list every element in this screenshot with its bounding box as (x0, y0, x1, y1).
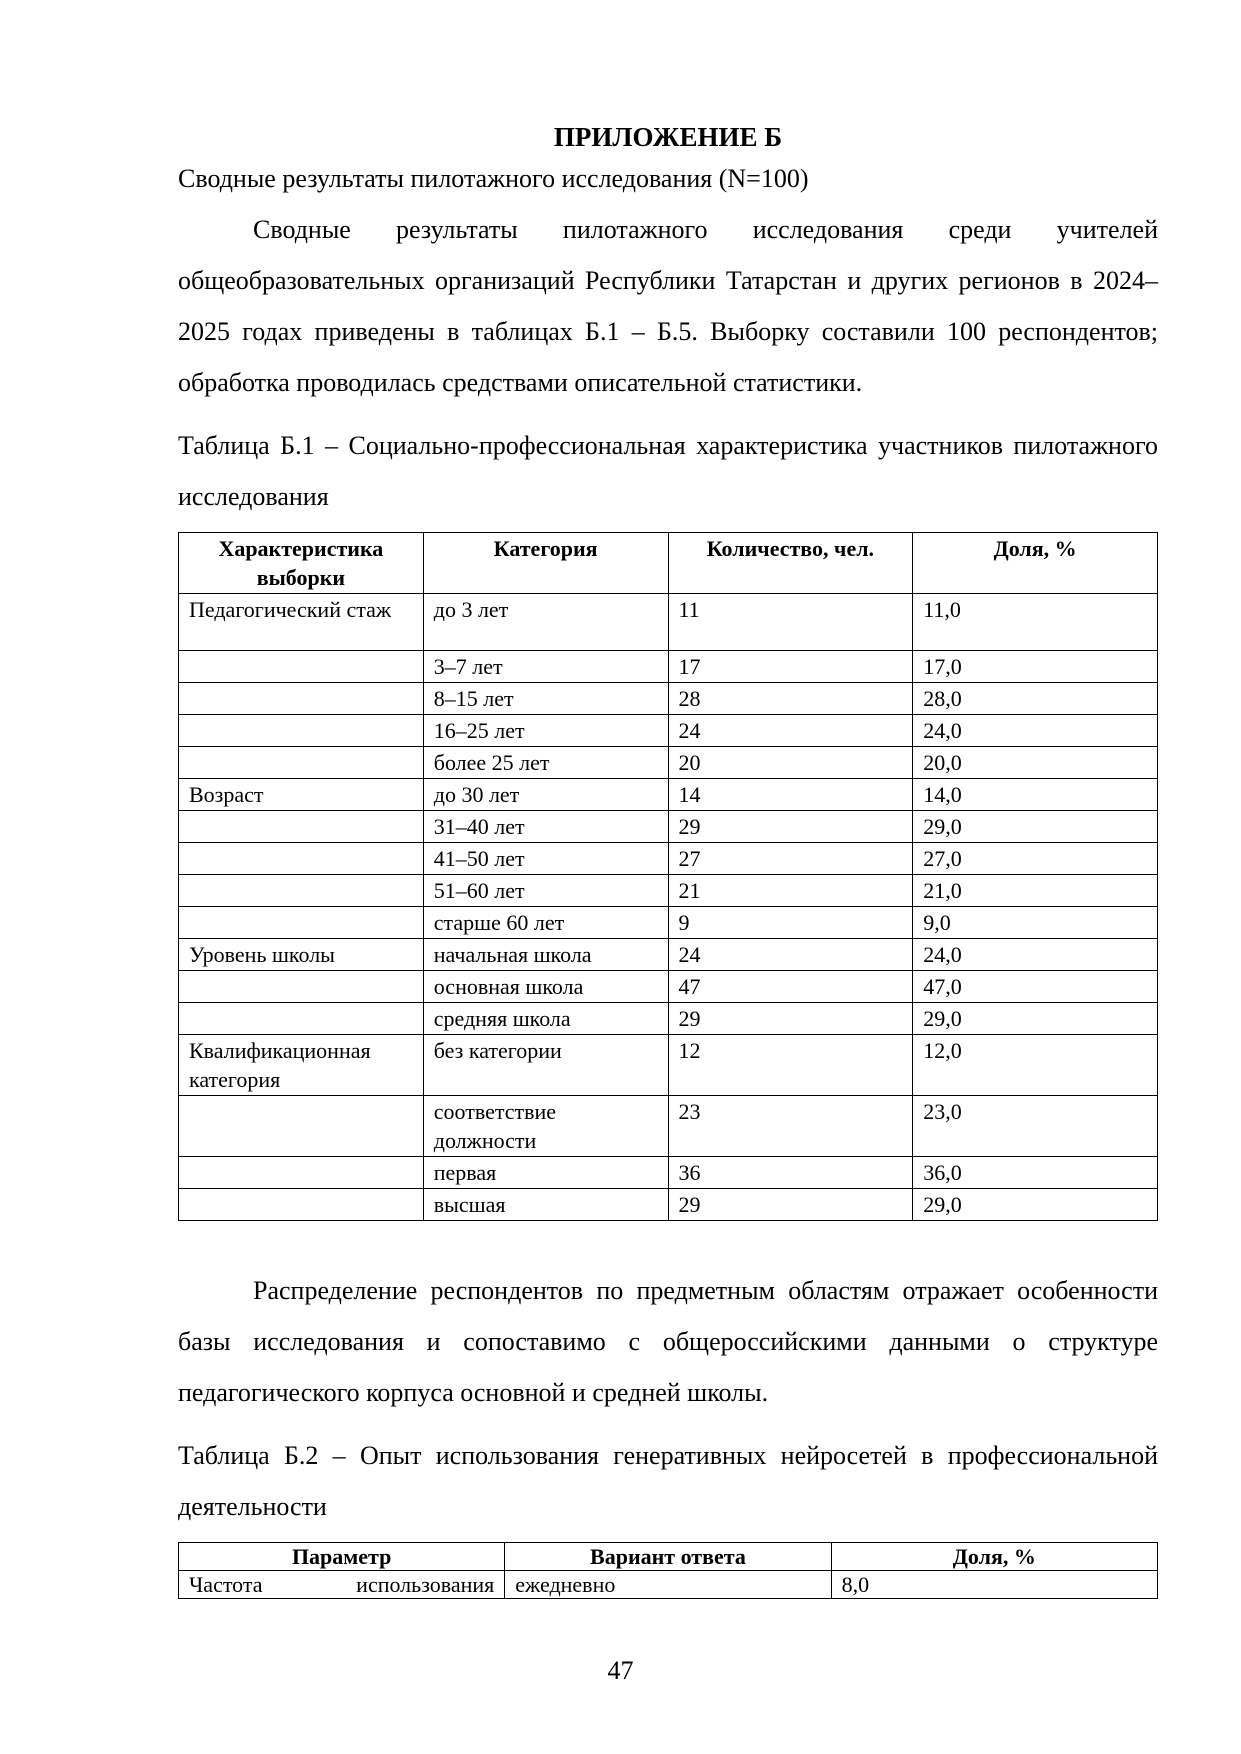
table2-header-cell: Доля, % (831, 1543, 1157, 1571)
table1-cell: 29,0 (913, 811, 1158, 843)
table1-row (179, 843, 1158, 875)
table1-cell: до 3 лет (423, 594, 668, 651)
table1-cell: 29,0 (913, 1003, 1158, 1035)
table1-caption: Таблица Б.1 – Социально-профессиональная характеристика участников пилотажного исследования (178, 431, 1158, 511)
table1-cell: 36 (668, 1157, 913, 1189)
table1-row (179, 715, 1158, 747)
table1-cell: 20 (668, 747, 913, 779)
table1-cell (179, 811, 424, 843)
table1-cell (179, 907, 424, 939)
page-number: 47 (607, 1656, 634, 1685)
table-b1 (178, 532, 1158, 1221)
table1-row (179, 1035, 1158, 1096)
table1-cell: Возраст (179, 779, 424, 811)
table1-cell: 21,0 (913, 875, 1158, 907)
table1-row (179, 1096, 1158, 1157)
intro-paragraph: Сводные результаты пилотажного исследования среди учителей общеобразовательных организаций Республики Татарстан и других регионов в 2024–2025 годах приведены в таблицах Б.1 – Б.5. Выборку составили 100 респондентов; обработка проводилась средствами описательной статистики. (178, 215, 1158, 397)
table1-cell: 11 (668, 594, 913, 651)
table1-header-cell: Доля, % (913, 533, 1158, 594)
table1-cell (179, 843, 424, 875)
table1-row (179, 779, 1158, 811)
table1-cell: 14 (668, 779, 913, 811)
table1-cell: 24,0 (913, 715, 1158, 747)
table1-cell: 27,0 (913, 843, 1158, 875)
table1-cell (179, 651, 424, 683)
table1-cell: 3–7 лет (423, 651, 668, 683)
table1-row (179, 907, 1158, 939)
table1-cell (179, 747, 424, 779)
table1-cell: 24,0 (913, 939, 1158, 971)
table1-cell: без категории (423, 1035, 668, 1096)
table2-cell: ежедневно (505, 1571, 831, 1599)
table1-cell: 16–25 лет (423, 715, 668, 747)
table1-header-cell: Характеристика выборки (179, 533, 424, 594)
table1-cell: соответствие должности (423, 1096, 668, 1157)
table1-cell: Квалификационная категория (179, 1035, 424, 1096)
table2-row (179, 1571, 1158, 1599)
table1-cell: 9 (668, 907, 913, 939)
table1-cell: 28,0 (913, 683, 1158, 715)
table1-header-row (179, 533, 1158, 594)
table1-cell: первая (423, 1157, 668, 1189)
table1-cell: 29 (668, 1189, 913, 1221)
table1-row (179, 1189, 1158, 1221)
table1-row (179, 971, 1158, 1003)
table1-cell (179, 715, 424, 747)
table1-cell: 21 (668, 875, 913, 907)
table2-header-cell: Параметр (179, 1543, 505, 1571)
table1-cell: Уровень школы (179, 939, 424, 971)
table1-cell: 24 (668, 939, 913, 971)
table1-row (179, 683, 1158, 715)
table1-cell: 51–60 лет (423, 875, 668, 907)
table1-cell: начальная школа (423, 939, 668, 971)
table1-cell: 29 (668, 811, 913, 843)
document-page (178, 118, 1158, 1599)
table1-cell (179, 1157, 424, 1189)
table1-cell: 12,0 (913, 1035, 1158, 1096)
table1-cell: 12 (668, 1035, 913, 1096)
table1-cell (179, 1003, 424, 1035)
table1-cell: высшая (423, 1189, 668, 1221)
table1-row (179, 811, 1158, 843)
table1-cell: 28 (668, 683, 913, 715)
table1-cell (179, 1189, 424, 1221)
table1-header-cell: Категория (423, 533, 668, 594)
table1-cell: старше 60 лет (423, 907, 668, 939)
table1-cell: 47 (668, 971, 913, 1003)
table2-caption: Таблица Б.2 – Опыт использования генеративных нейросетей в профессиональной деятельности (178, 1441, 1158, 1521)
table1-cell: 17 (668, 651, 913, 683)
table2-header-cell: Вариант ответа (505, 1543, 831, 1571)
table1-row (179, 651, 1158, 683)
table1-cell: 9,0 (913, 907, 1158, 939)
table1-cell: до 30 лет (423, 779, 668, 811)
table1-row (179, 939, 1158, 971)
table1-cell: 27 (668, 843, 913, 875)
table1-cell: 23,0 (913, 1096, 1158, 1157)
table1-cell: 17,0 (913, 651, 1158, 683)
appendix-subheading: Сводные результаты пилотажного исследования (N=100) (178, 164, 809, 193)
table1-cell: 41–50 лет (423, 843, 668, 875)
table1-header-cell: Количество, чел. (668, 533, 913, 594)
table1-cell: 23 (668, 1096, 913, 1157)
table1-cell: более 25 лет (423, 747, 668, 779)
table-b2 (178, 1542, 1158, 1599)
table1-cell: 24 (668, 715, 913, 747)
table1-cell (179, 971, 424, 1003)
table1-cell: 29,0 (913, 1189, 1158, 1221)
table1-cell (179, 683, 424, 715)
table1-cell: средняя школа (423, 1003, 668, 1035)
table1-row (179, 875, 1158, 907)
table1-row (179, 594, 1158, 651)
table1-cell: 29 (668, 1003, 913, 1035)
table1-cell: 31–40 лет (423, 811, 668, 843)
table2-header-row (179, 1543, 1158, 1571)
table1-cell: 36,0 (913, 1157, 1158, 1189)
table1-cell: основная школа (423, 971, 668, 1003)
table1-cell (179, 1096, 424, 1157)
table1-cell: 20,0 (913, 747, 1158, 779)
table1-row (179, 1157, 1158, 1189)
table1-cell (179, 875, 424, 907)
middle-paragraph: Распределение респондентов по предметным областям отражает особенности базы исследования и сопоставимо с общероссийскими данными о структуре педагогического корпуса основной и средней школы. (178, 1276, 1158, 1407)
table1-cell: 8–15 лет (423, 683, 668, 715)
appendix-heading: ПРИЛОЖЕНИЕ Б (553, 122, 783, 152)
table1-cell: 47,0 (913, 971, 1158, 1003)
table1-cell: 11,0 (913, 594, 1158, 651)
table1-cell: 14,0 (913, 779, 1158, 811)
table1-row (179, 747, 1158, 779)
table2-cell: Частота использования (179, 1571, 505, 1599)
table2-cell: 8,0 (831, 1571, 1157, 1599)
table1-row (179, 1003, 1158, 1035)
table1-cell: Педагогический стаж (179, 594, 424, 651)
